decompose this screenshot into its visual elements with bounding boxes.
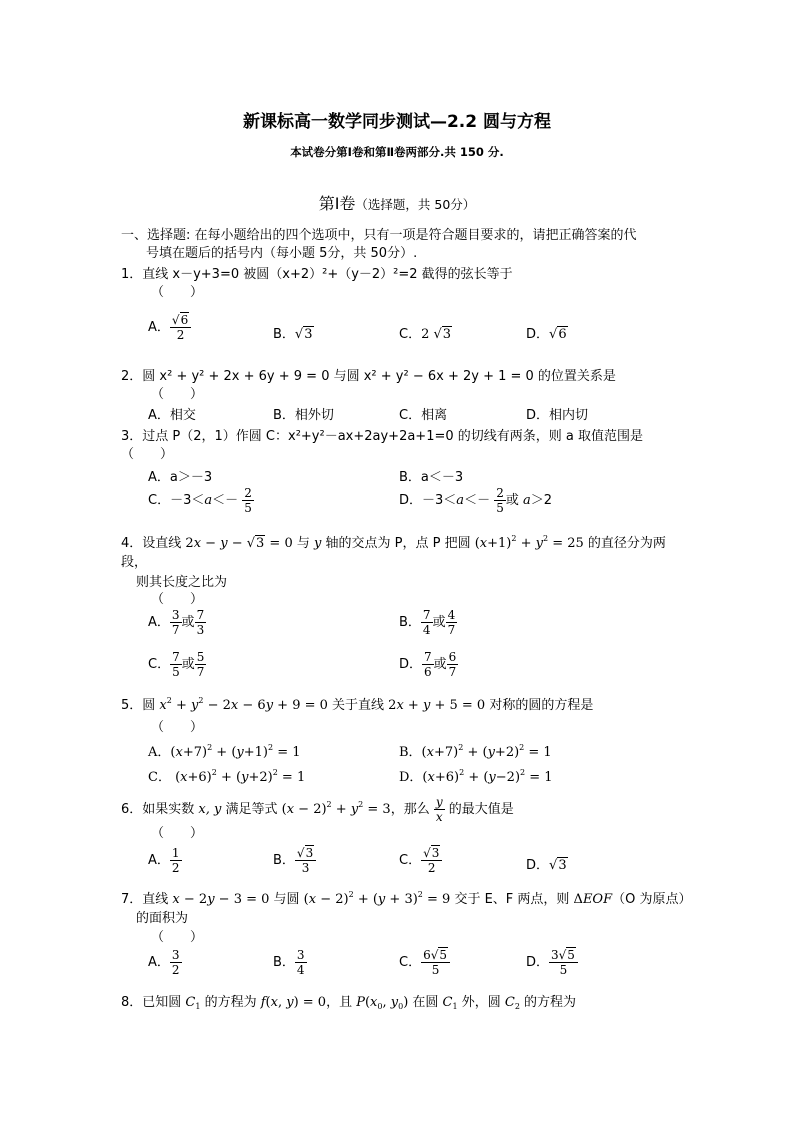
page-title: 新课标高一数学同步测试—2.2 圆与方程 (242, 112, 552, 132)
q1-stem: 1．直线 x－y+3=0 被圆（x+2）²+（y－2）²=2 截得的弦长等于 (121, 267, 513, 282)
q7-option-c: C． $\frac{6√5}{5}$ (399, 948, 450, 977)
instructions-line1: 一、选择题: 在每小题给出的四个选项中，只有一项是符合题目要求的，请把正确答案的代 (121, 228, 637, 243)
q6-option-b: B． $\frac{√3}{3}$ (273, 846, 316, 875)
q3-option-d: D．－3＜a＜－ $\frac{2}{5}$ 或 a＞2 (399, 486, 553, 515)
q3-option-c: C．－3＜a＜－ $\frac{2}{5}$ (148, 486, 252, 515)
q2-stem: 2．圆 x² + y² + 2x + 6y + 9 = 0 与圆 x² + y² − 6x + 2y + 1 = 0 的位置关系是 (121, 369, 616, 384)
q7-stem: 7．直线 x − 2y − 3 = 0 与圆 $(x - 2)^2 + (y + 3)^2 = 9$ 交于 E、F 两点，则 ΔEOF（O 为原点） (121, 890, 692, 907)
q4-option-d: D． $\frac{7}{6}$ 或 $\frac{6}{7}$ (399, 650, 457, 679)
q7-option-a: A． $\frac{3}{2}$ (148, 948, 180, 977)
q2-answer-blank: （ ） (151, 387, 204, 402)
q2-option-d: D．相内切 (526, 408, 589, 423)
q1-option-a: A． $\frac{√6}{2}$ (148, 313, 191, 342)
q4-stem: 4．设直线 2x − y − √3 = 0 与 y 轴的交点为 P，点 P 把圆 $(x+1)^2 + y^2 = 25$ 的直径分为两 (121, 534, 666, 551)
q7-answer-blank: （ ） (151, 930, 204, 945)
q6-stem: 6．如果实数 x, y 满足等式 $(x - 2)^2 + y^2 = 3$，那么 $\frac{y}{x}$ 的最大值是 (121, 795, 514, 824)
section-note: （选择题，共 50分） (355, 197, 476, 212)
q3-option-a-text: a＞－3 (169, 470, 213, 485)
q2-option-b: B．相外切 (273, 408, 334, 423)
q3-option-b: B．a＜－3 (399, 470, 464, 485)
q4-option-c: C． $\frac{7}{5}$ 或 $\frac{5}{7}$ (148, 650, 205, 679)
q4-stem-cont: 段， (121, 555, 148, 570)
q6-option-c: C． $\frac{√3}{2}$ (399, 846, 442, 875)
q5-answer-blank: （ ） (151, 720, 204, 735)
q4-option-a: A． $\frac{3}{7}$ 或 $\frac{7}{3}$ (148, 608, 205, 637)
q6-option-a: A． $\frac{1}{2}$ (148, 846, 180, 875)
q2-option-a: A．相交 (148, 408, 196, 423)
q2-option-c: C．相离 (399, 408, 448, 423)
section-main: 第Ⅰ卷 (318, 194, 356, 213)
q1-option-d: D．√6 (526, 327, 567, 342)
q8-stem: 8．已知圆 $C_1$ 的方程为 f(x, y) = 0，且 $P(x_0$, $y_0$) 在圆 $C_1$ 外，圆 $C_2$ 的方程为 (121, 995, 577, 1011)
q4-answer-blank: （ ） (151, 592, 204, 607)
q1-option-c: C．2 √3 (399, 327, 452, 342)
page-subtitle: 本试卷分第Ⅰ卷和第Ⅱ卷两部分.共 150 分. (290, 145, 504, 159)
section-heading (0, 191, 794, 214)
q5-option-c: C． $(x+6)^2 + (y+2)^2 = 1$ (148, 768, 306, 785)
q7-stem2: 的面积为 (136, 911, 189, 926)
q6-option-d: D．√3 (526, 858, 567, 873)
q3-option-b-text: a＜－3 (420, 470, 464, 485)
q1-answer-blank: （ ） (151, 285, 204, 300)
q6-answer-blank: （ ） (151, 826, 204, 841)
q3-option-a: A．a＞－3 (148, 470, 213, 485)
instructions-line2: 号填在题后的括号内（每小题 5分，共 50分）. (146, 246, 418, 261)
q3-answer-blank: （ ） (121, 447, 174, 462)
q3-stem: 3．过点 P（2，1）作圆 C：x²+y²－ax+2ay+2a+1=0 的切线有两条，则 a 取值范围是 (121, 429, 643, 444)
q4-option-b: B． $\frac{7}{4}$ 或 $\frac{4}{7}$ (399, 608, 456, 637)
q7-option-b: B． $\frac{3}{4}$ (273, 948, 305, 977)
q4-stem2: 则其长度之比为 (136, 575, 228, 590)
q5-stem: 5．圆 $x^2 + y^2 - 2x - 6y + 9 = 0$ 关于直线 2x + y + 5 = 0 对称的圆的方程是 (121, 696, 594, 713)
q1-option-b: B．√3 (273, 327, 313, 342)
q7-option-d: D． $\frac{3√5}{5}$ (526, 948, 578, 977)
q5-option-d: D．$(x+6)^2 + (y-2)^2 = 1$ (399, 768, 553, 785)
q5-option-b: B．$(x+7)^2 + (y+2)^2 = 1$ (399, 743, 552, 760)
q5-option-a: A．$(x+7)^2 + (y+1)^2 = 1$ (148, 743, 301, 760)
